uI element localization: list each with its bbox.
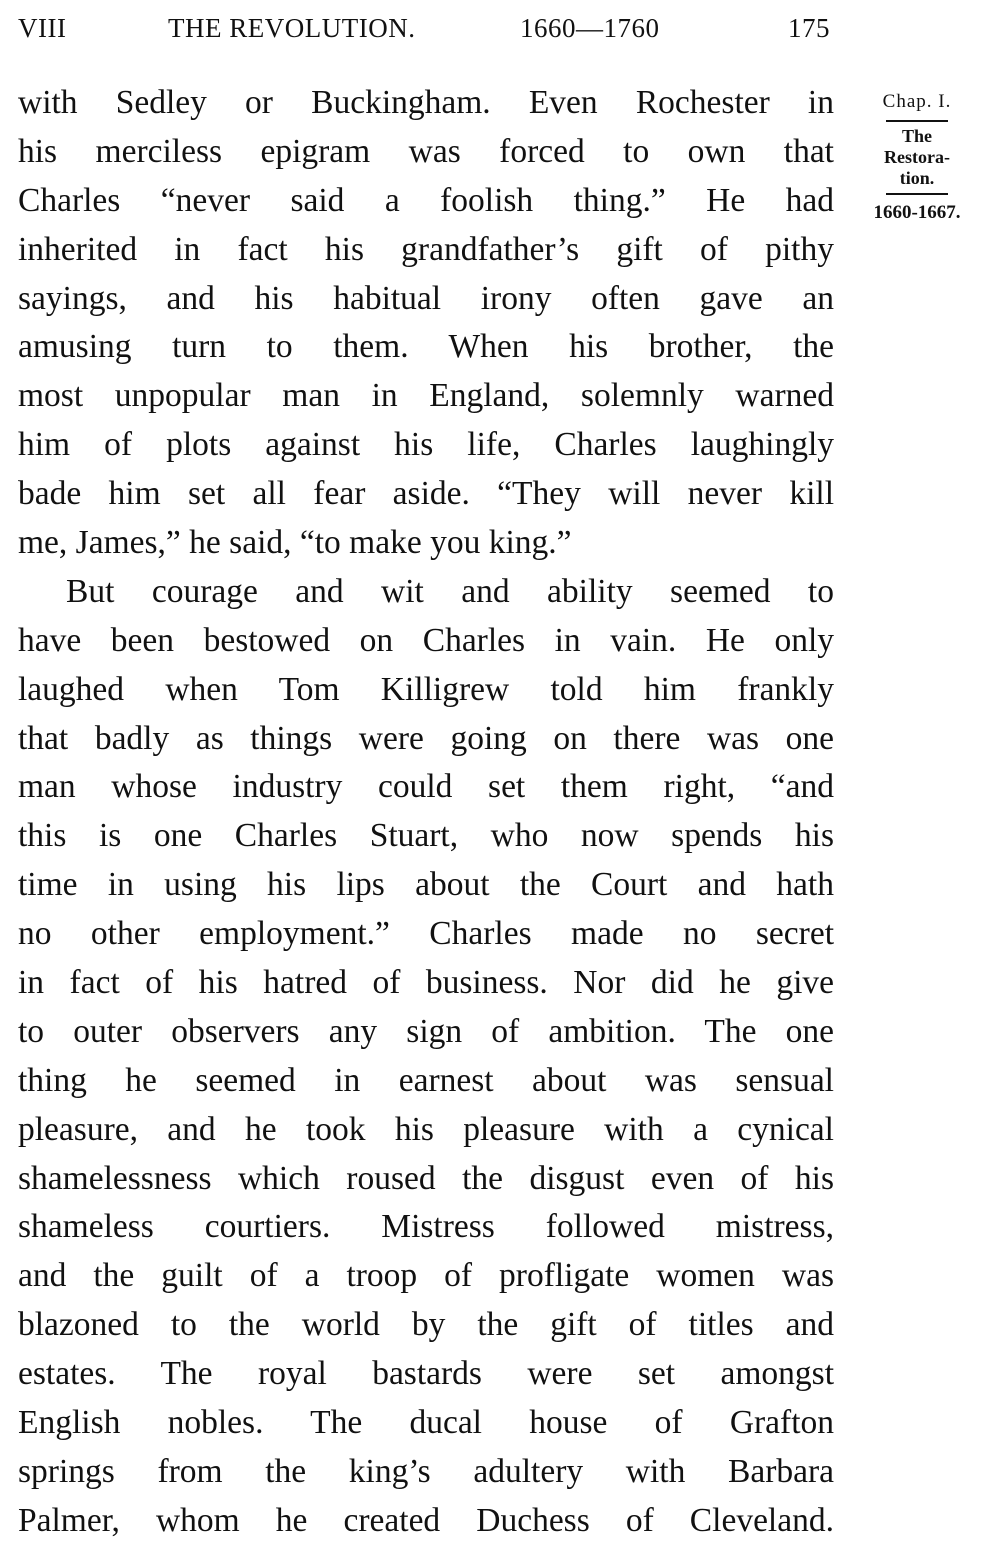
text-line: have been bestowed on Charles in vain. He only	[18, 621, 834, 659]
text-line: estates. The royal bastards were set amongst	[18, 1355, 834, 1393]
text-line: springs from the king’s adultery with Barbara	[18, 1452, 834, 1490]
text-line: shameless courtiers. Mistress followed mistress,	[18, 1208, 834, 1246]
text-line: blazoned to the world by the gift of titles and	[18, 1306, 834, 1344]
margin-note	[852, 88, 982, 227]
text-line: to outer observers any sign of ambition. The one	[18, 1012, 834, 1050]
margin-note-years: 1660-1667.	[873, 202, 961, 223]
margin-note-chapter: Chap. I.	[882, 91, 952, 112]
page-number: 175	[788, 13, 830, 43]
running-head-chapter: VIII	[18, 13, 67, 43]
text-line: that badly as things were going on there was one	[18, 719, 834, 757]
paragraph-start-line: But courage and wit and ability seemed to	[66, 572, 834, 610]
text-line: time in using his lips about the Court and hath	[18, 866, 834, 904]
text-line: most unpopular man in England, solemnly warned	[18, 377, 834, 415]
text-line: this is one Charles Stuart, who now spends his	[18, 817, 834, 855]
text-line: his merciless epigram was forced to own that	[18, 132, 834, 170]
body-text	[18, 79, 834, 1546]
margin-note-rule	[886, 193, 948, 195]
text-line: Charles “never said a foolish thing.” He had	[18, 181, 834, 219]
margin-note-subject-line: Restora-	[884, 147, 950, 167]
paragraph-end-line: me, James,” he said, “to make you king.”	[18, 524, 572, 562]
text-line: man whose industry could set them right, “and	[18, 768, 834, 806]
text-line: laughed when Tom Killigrew told him frankly	[18, 670, 834, 708]
text-line: pleasure, and he took his pleasure with a cynical	[18, 1110, 834, 1148]
margin-note-subject-line: The	[901, 126, 932, 146]
text-line: no other employment.” Charles made no secret	[18, 915, 834, 953]
text-line: bade him set all fear aside. “They will never kill	[18, 475, 834, 513]
running-head-dates: 1660—1760	[520, 13, 660, 43]
text-line: Palmer, whom he created Duchess of Cleveland.	[18, 1501, 834, 1539]
text-line: with Sedley or Buckingham. Even Rochester in	[18, 84, 834, 121]
text-line: in fact of his hatred of business. Nor did he give	[18, 964, 834, 1002]
margin-note-rule	[886, 120, 948, 122]
text-line: inherited in fact his grandfather’s gift of pithy	[18, 230, 834, 268]
running-head	[18, 8, 834, 48]
text-line: thing he seemed in earnest about was sensual	[18, 1061, 834, 1099]
text-line: and the guilt of a troop of profligate women was	[18, 1257, 834, 1295]
text-line: amusing turn to them. When his brother, the	[18, 328, 834, 366]
running-head-title: THE REVOLUTION.	[168, 13, 416, 43]
text-line: sayings, and his habitual irony often gave an	[18, 279, 834, 317]
margin-note-subject-line: tion.	[899, 168, 935, 188]
text-line: English nobles. The ducal house of Grafton	[18, 1404, 834, 1442]
text-line: him of plots against his life, Charles laughingly	[18, 426, 834, 464]
text-line: shamelessness which roused the disgust even of his	[18, 1159, 834, 1197]
